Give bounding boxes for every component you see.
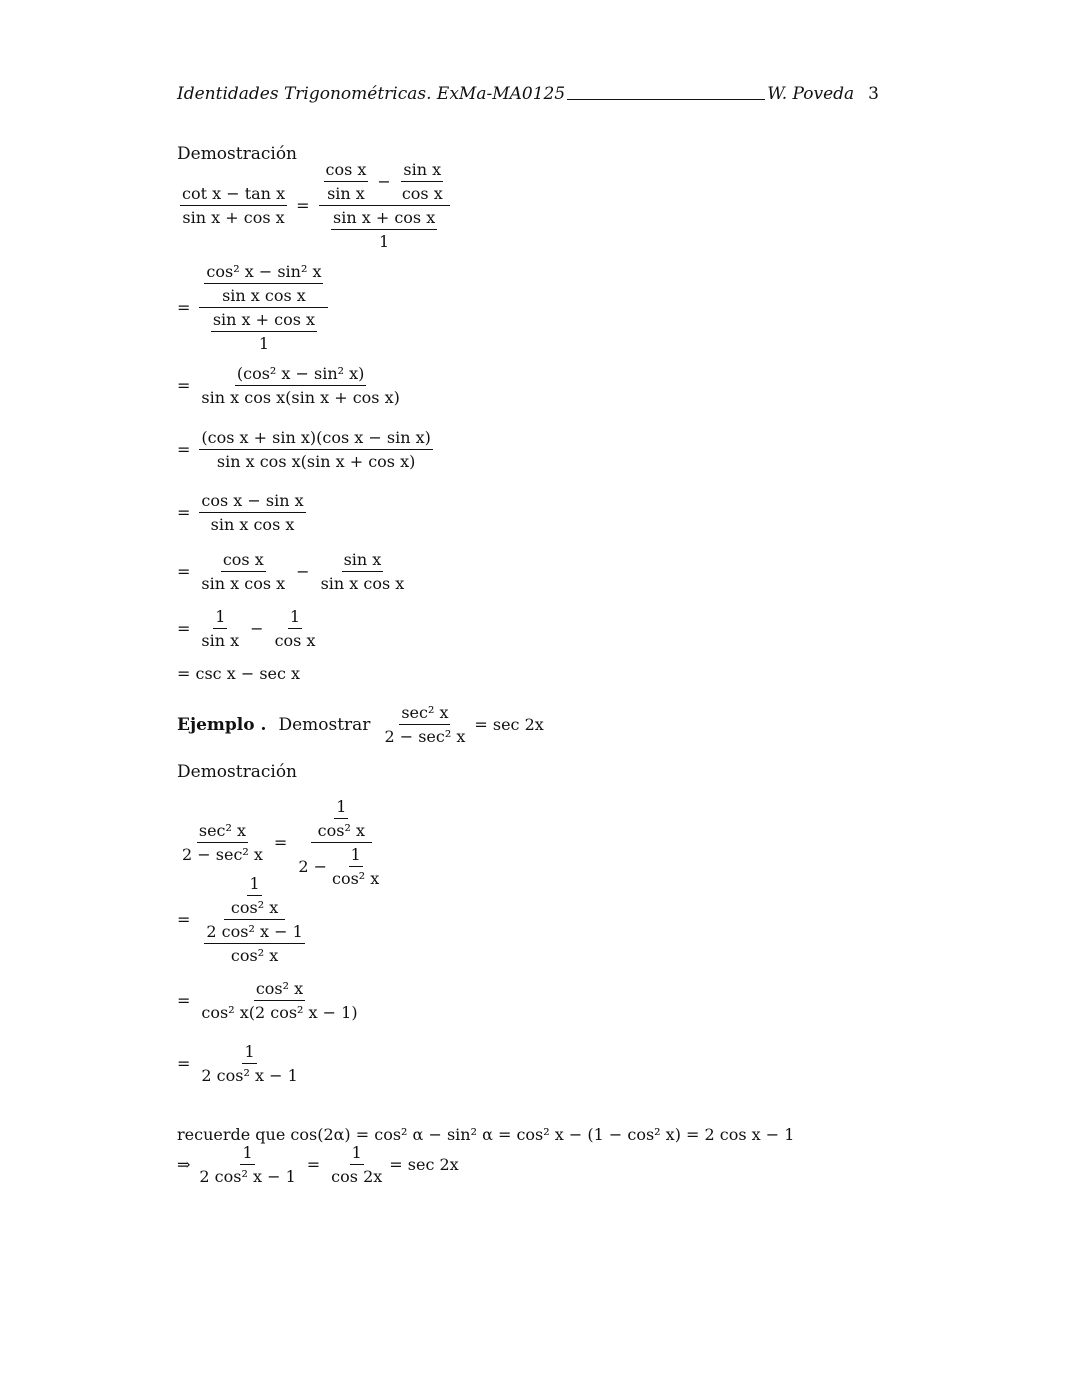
fraction bbox=[204, 922, 304, 965]
numerator: 1 bbox=[213, 607, 227, 629]
equals-sign: = bbox=[177, 619, 191, 638]
denominator: cos x bbox=[274, 631, 316, 650]
compound-fraction bbox=[199, 262, 328, 353]
proof2-step2 bbox=[177, 979, 363, 1022]
denominator: sin x cos x bbox=[222, 286, 306, 305]
denominator: sin x bbox=[327, 184, 365, 203]
numerator bbox=[311, 797, 372, 843]
numerator: cos x bbox=[324, 160, 369, 182]
running-header bbox=[177, 82, 879, 104]
minus-sign: − bbox=[377, 172, 391, 191]
fraction bbox=[180, 821, 265, 864]
numerator: sec² x bbox=[197, 821, 248, 843]
fraction bbox=[211, 310, 317, 353]
denominator: sin x + cos x bbox=[182, 208, 285, 227]
fraction bbox=[199, 979, 359, 1022]
header-title: Identidades Trigonométricas. ExMa-MA0125 bbox=[177, 84, 566, 104]
numerator bbox=[199, 262, 328, 308]
equals-sign: = bbox=[296, 196, 310, 215]
proof1-step5 bbox=[177, 550, 409, 593]
fraction bbox=[330, 845, 381, 888]
equals-sign: = bbox=[177, 1054, 191, 1073]
fraction bbox=[331, 208, 437, 251]
example-label: Ejemplo . bbox=[177, 714, 267, 735]
denominator bbox=[326, 206, 442, 251]
minus-sign: − bbox=[296, 562, 310, 581]
denominator: cos² x bbox=[230, 898, 279, 917]
denominator: cos² x(2 cos² x − 1) bbox=[201, 1003, 358, 1022]
denominator: cos 2x bbox=[331, 1167, 383, 1186]
fraction bbox=[316, 797, 367, 840]
proof1-label: Demostración bbox=[177, 144, 298, 164]
denominator: 1 bbox=[258, 334, 270, 353]
denominator: cos x bbox=[401, 184, 443, 203]
denominator: 2 cos² x − 1 bbox=[199, 1167, 296, 1186]
equals-sign: = bbox=[177, 910, 191, 929]
denominator: sin x cos x bbox=[210, 515, 295, 534]
proof1-step7: = csc x − sec x bbox=[177, 664, 301, 683]
equals-sign: = bbox=[177, 991, 191, 1010]
fraction bbox=[382, 703, 467, 746]
numerator bbox=[319, 160, 450, 206]
fraction bbox=[319, 550, 407, 593]
fraction bbox=[329, 1143, 384, 1186]
numerator: sin x + cos x bbox=[331, 208, 437, 230]
denominator: cos² x bbox=[332, 869, 380, 888]
fraction bbox=[204, 262, 323, 305]
fraction bbox=[199, 428, 432, 471]
fraction bbox=[199, 550, 287, 593]
implies-arrow: ⇒ bbox=[177, 1155, 191, 1174]
numerator: 1 bbox=[240, 1143, 254, 1165]
numerator: sin x + cos x bbox=[211, 310, 317, 332]
proof1-step4 bbox=[177, 491, 309, 534]
proof2-step3 bbox=[177, 1042, 303, 1085]
fraction bbox=[199, 364, 401, 407]
denominator bbox=[206, 308, 322, 353]
header-rule bbox=[567, 99, 765, 100]
fraction bbox=[324, 160, 369, 203]
proof2-step1 bbox=[177, 874, 313, 965]
denominator: sin x cos x(sin x + cos x) bbox=[216, 452, 416, 471]
fraction bbox=[199, 607, 241, 650]
numerator: 1 bbox=[350, 1143, 364, 1165]
denominator: sin x cos x(sin x + cos x) bbox=[201, 388, 400, 407]
denominator: cos² x bbox=[230, 946, 279, 965]
equals-sign: = bbox=[177, 562, 191, 581]
proof1-step6 bbox=[177, 607, 320, 650]
numerator: 1 bbox=[334, 797, 348, 819]
fraction bbox=[199, 1042, 299, 1085]
denominator bbox=[199, 920, 309, 965]
numerator: sec² x bbox=[399, 703, 450, 725]
equals-sign: = bbox=[177, 503, 191, 522]
compound-fraction bbox=[319, 160, 450, 251]
proof2-label: Demostración bbox=[177, 762, 298, 782]
fraction bbox=[400, 160, 445, 203]
numerator: sin x bbox=[342, 550, 384, 572]
numerator: sin x bbox=[401, 160, 443, 182]
numerator: (cos² x − sin² x) bbox=[235, 364, 367, 386]
equals-sign: = bbox=[177, 298, 191, 317]
recall-rhs: = sec 2x bbox=[389, 1155, 459, 1174]
equals-sign: = bbox=[306, 1155, 321, 1174]
numerator: 1 bbox=[247, 874, 261, 896]
fraction bbox=[197, 1143, 297, 1186]
numerator: 1 bbox=[242, 1042, 256, 1064]
denominator-prefix: 2 − bbox=[298, 857, 327, 876]
proof1-step2 bbox=[177, 364, 405, 407]
numerator: cos x − sin x bbox=[199, 491, 305, 513]
denominator: 2 − sec² x bbox=[384, 727, 466, 746]
recall-text: recuerde que cos(2α) = cos² α − sin² α = cos² x − (1 − cos² x) = 2 cos x − 1 bbox=[177, 1125, 795, 1144]
denominator: 2 − sec² x bbox=[182, 845, 263, 864]
proof1-step1 bbox=[177, 262, 331, 353]
recall-conclusion bbox=[177, 1143, 459, 1186]
numerator: (cos x + sin x)(cos x − sin x) bbox=[199, 428, 432, 450]
fraction bbox=[180, 184, 287, 227]
denominator: sin x cos x bbox=[201, 574, 286, 593]
numerator: cos x bbox=[221, 550, 266, 572]
denominator: 1 bbox=[379, 232, 390, 251]
example-rhs: = sec 2x bbox=[474, 715, 544, 734]
proof1-step3 bbox=[177, 428, 436, 471]
numerator: 1 bbox=[288, 607, 302, 629]
numerator bbox=[224, 874, 285, 920]
compound-fraction bbox=[199, 874, 309, 965]
equals-sign: = bbox=[177, 376, 191, 395]
equals-sign: = bbox=[273, 833, 288, 852]
numerator: cot x − tan x bbox=[180, 184, 287, 206]
numerator: 2 cos² x − 1 bbox=[204, 922, 304, 944]
denominator: 2 cos² x − 1 bbox=[201, 1066, 298, 1085]
equals-sign: = bbox=[177, 440, 191, 459]
numerator: cos² x bbox=[254, 979, 305, 1001]
example-prompt: Demostrar bbox=[278, 714, 371, 735]
fraction bbox=[273, 607, 318, 650]
numerator: 1 bbox=[349, 845, 363, 867]
header-author: W. Poveda bbox=[767, 84, 855, 104]
proof1-step0 bbox=[177, 160, 453, 251]
denominator: sin x bbox=[201, 631, 240, 650]
fraction bbox=[199, 491, 305, 534]
denominator: cos² x bbox=[317, 821, 365, 840]
minus-sign: − bbox=[250, 619, 264, 638]
page-number: 3 bbox=[868, 84, 879, 104]
example-statement bbox=[177, 703, 544, 746]
numerator: cos² x − sin² x bbox=[204, 262, 323, 284]
denominator: sin x cos x bbox=[320, 574, 405, 593]
fraction bbox=[229, 874, 280, 917]
